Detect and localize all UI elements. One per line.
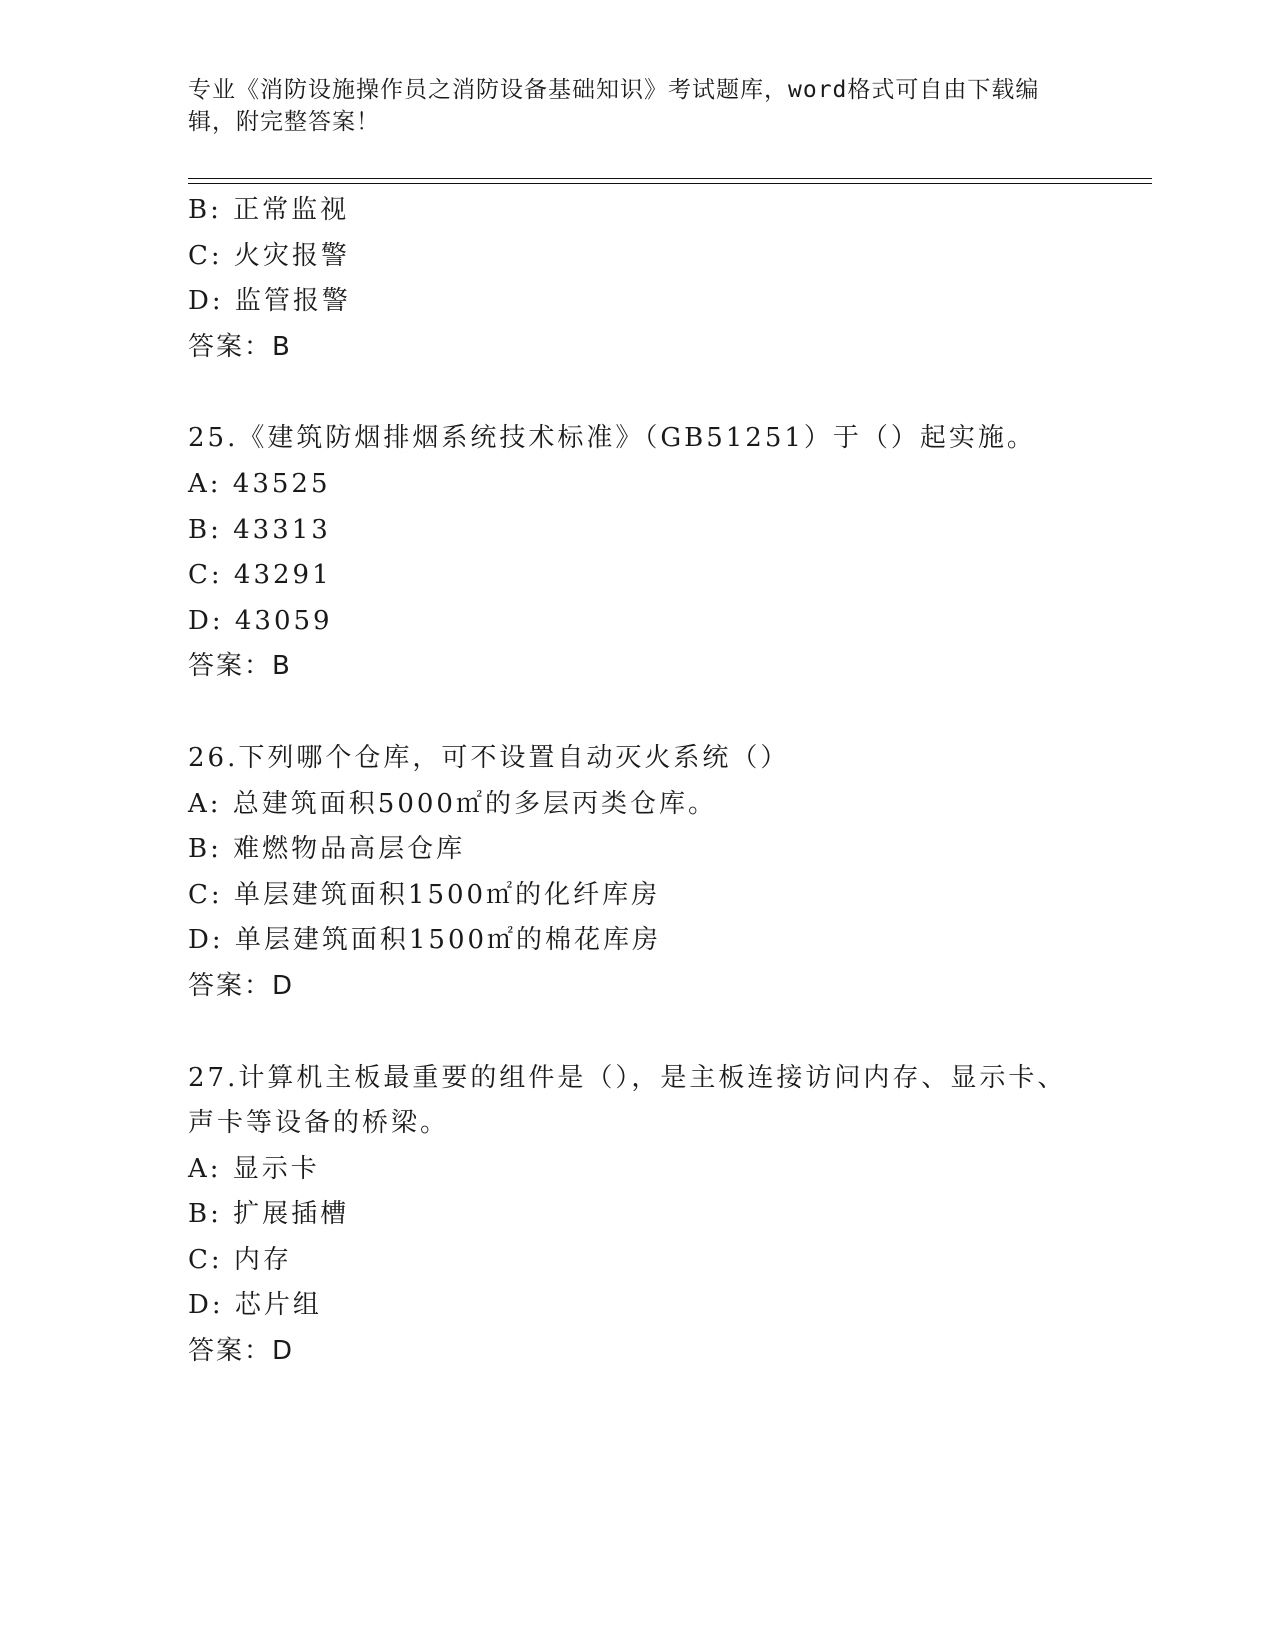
option-a: A: 显示卡 — [188, 1153, 320, 1184]
header-rule-top — [188, 178, 1152, 179]
question-26 — [188, 736, 1088, 1010]
option-a: A: 43525 — [188, 468, 331, 499]
option-c: C: 单层建筑面积1500㎡的化纤库房 — [188, 879, 661, 910]
header-rule-bottom — [188, 183, 1152, 184]
option-b: B: 难燃物品高层仓库 — [188, 834, 466, 865]
answer-line: 答案：D — [188, 1336, 295, 1367]
option-b: B: 43313 — [188, 514, 331, 545]
option-d: D: 监管报警 — [188, 286, 351, 317]
question-stem-continued: 声卡等设备的桥梁。 — [188, 1108, 450, 1139]
answer-line: 答案：B — [188, 331, 292, 362]
option-b: B: 扩展插槽 — [188, 1199, 350, 1230]
option-d: D: 单层建筑面积1500㎡的棉花库房 — [188, 925, 662, 956]
document-header — [188, 74, 1068, 138]
option-d: D: 43059 — [188, 605, 333, 636]
question-stem: 26.下列哪个仓库，可不设置自动灭火系统（） — [188, 742, 790, 773]
header-line-2: 辑，附完整答案！ — [188, 109, 380, 135]
spacer — [188, 1010, 1088, 1056]
question-27 — [188, 1056, 1088, 1375]
option-a: A: 总建筑面积5000㎡的多层丙类仓库。 — [188, 788, 717, 819]
question-24-tail — [188, 188, 1088, 370]
answer-line: 答案：D — [188, 970, 295, 1001]
option-c: C: 火灾报警 — [188, 240, 350, 271]
question-stem: 27.计算机主板最重要的组件是（），是主板连接访问内存、显示卡、 — [188, 1062, 1067, 1093]
option-d: D: 芯片组 — [188, 1290, 322, 1321]
question-25 — [188, 416, 1088, 690]
option-b: B: 正常监视 — [188, 195, 350, 225]
question-content — [188, 188, 1088, 1375]
spacer — [188, 370, 1088, 416]
option-c: C: 内存 — [188, 1244, 292, 1275]
header-line-1: 专业《消防设施操作员之消防设备基础知识》考试题库，word格式可自由下载编 — [188, 77, 1040, 103]
question-stem: 25.《建筑防烟排烟系统技术标准》（GB51251）于（）起实施。 — [188, 423, 1036, 454]
spacer — [188, 690, 1088, 736]
answer-line: 答案：B — [188, 651, 292, 682]
option-c: C: 43291 — [188, 560, 332, 591]
